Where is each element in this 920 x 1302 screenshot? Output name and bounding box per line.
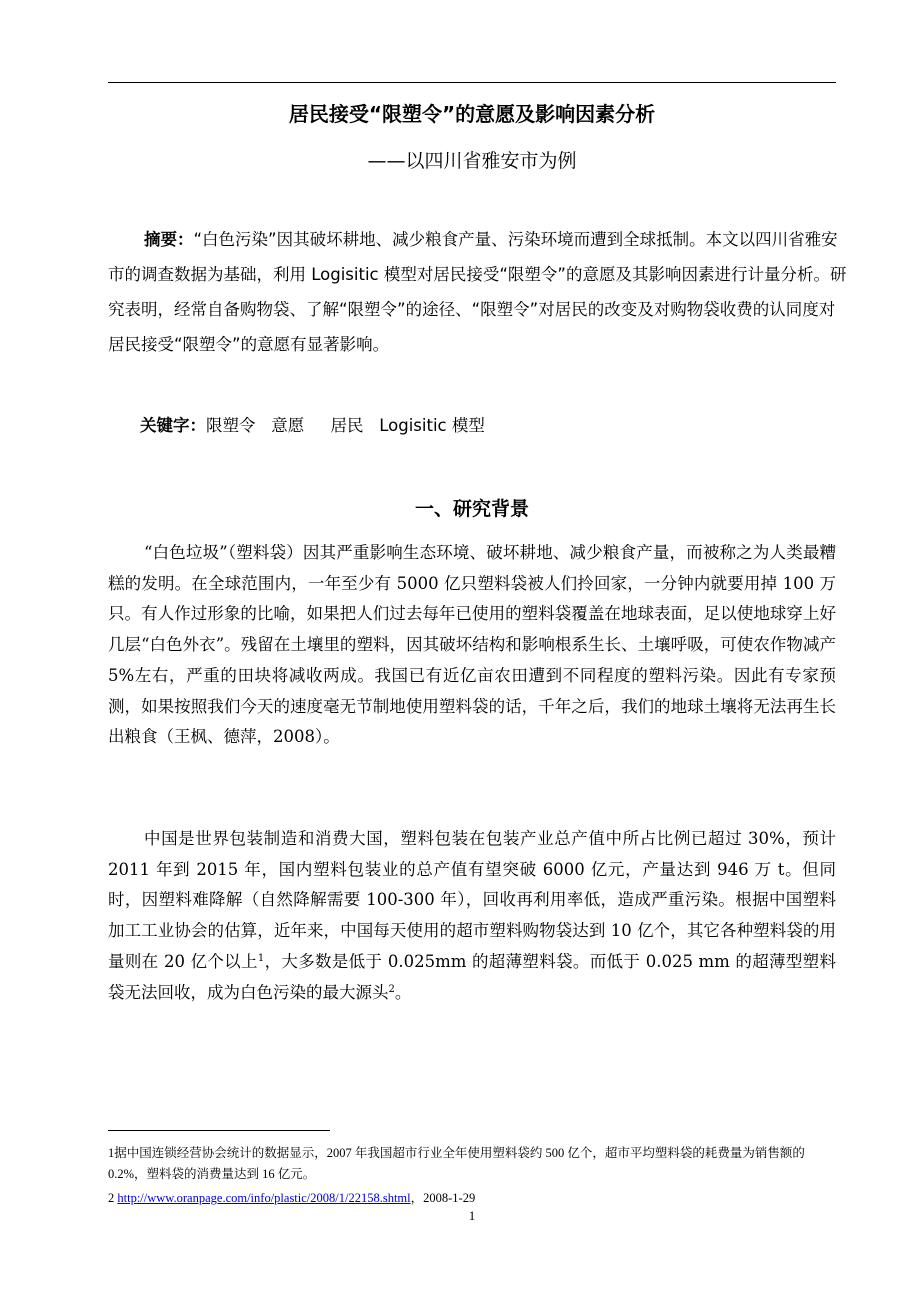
footnote-link[interactable]: http://www.oranpage.com/info/plastic/2008/1/22158.shtml [117, 1191, 411, 1205]
keyword-item: 居民 [330, 416, 364, 435]
footnote-date: ，2008-1-29 [410, 1191, 476, 1205]
paper-title: 居民接受“限塑令”的意愿及影响因素分析 [288, 102, 656, 126]
keywords [140, 411, 485, 441]
header-rule [108, 82, 836, 83]
footnote-ref[interactable]: 2 [388, 983, 395, 995]
paragraph-text: 中国是世界包装制造和消费大国，塑料包装在包装产业总产值中所占比例已超过 30%，预计 2011 年到 2015 年，国内塑料包装业的总产值有望突破 6000 亿元，产量达到 946 万 t。但同时，因塑料难降解（自然降解需要 100-300 年），回收再利用率低，造成严重污染。根据中国塑料加工工业协会的估算，近年来，中国每天使用的超市塑料购物袋达到 10 亿个，其它各种塑料袋的用量则在 20 亿个以上 [108, 829, 836, 971]
keyword-item: Logisitic 模型 [379, 416, 485, 435]
footnote-ref[interactable]: 1 [257, 952, 265, 964]
abstract [108, 222, 848, 362]
keywords-label: 关键字： [140, 416, 206, 435]
footnote-separator [108, 1130, 330, 1131]
body-paragraph [108, 824, 836, 1008]
paragraph-text: 。 [394, 982, 412, 1002]
footnote-number: 2 [108, 1191, 118, 1205]
keyword-item: 意愿 [271, 416, 305, 435]
keyword-item: 限塑令 [206, 416, 256, 435]
paragraph-text: ，大多数是低于 0.025mm 的超薄塑料袋。而低于 0.025 mm 的超薄型塑料袋无法回收，成为白色污染的最大源头 [108, 951, 836, 1002]
abstract-label: 摘要： [144, 230, 194, 249]
page-number: 1 [468, 1208, 476, 1223]
abstract-text: “白色污染”因其破坏耕地、减少粮食产量、污染环境而遭到全球抵制。本文以四川省雅安市的调查数据为基础，利用 Logisitic 模型对居民接受“限塑令”的意愿及其影响因素进行计量分析。研究表明，经常自备购物袋、了解“限塑令”的途径、“限塑令”对居民的改变及对购物袋收费的认同度对居民接受“限塑令”的意愿有显著影响。 [108, 230, 847, 354]
footnote: 1据中国连锁经营协会统计的数据显示，2007 年我国超市行业全年使用塑料袋约 500 亿个，超市平均塑料袋的耗费量为销售额的 0.2%，塑料袋的消费量达到 16 亿元。 [108, 1146, 805, 1181]
paper-subtitle: ——以四川省雅安市为例 [367, 150, 577, 172]
body-paragraph: “白色垃圾”（塑料袋）因其严重影响生态环境、破坏耕地、减少粮食产量，而被称之为人类最糟糕的发明。在全球范围内，一年至少有 5000 亿只塑料袋被人们拎回家，一分钟内就要用掉 100 万只。有人作过形象的比喻，如果把人们过去每年已使用的塑料袋覆盖在地球表面，足以使地球穿上好几层“白色外衣”。残留在土壤里的塑料，因其破坏结构和影响根系生长、土壤呼吸，可使农作物减产 5%左右，严重的田块将减收两成。我国已有近亿亩农田遭到不同程度的塑料污染。因此有专家预测，如果按照我们今天的速度毫无节制地使用塑料袋的话，千年之后，我们的地球土壤将无法再生长出粮食（王枫、德萍，2008）。 [108, 543, 836, 747]
section-heading: 一、研究背景 [414, 498, 529, 520]
